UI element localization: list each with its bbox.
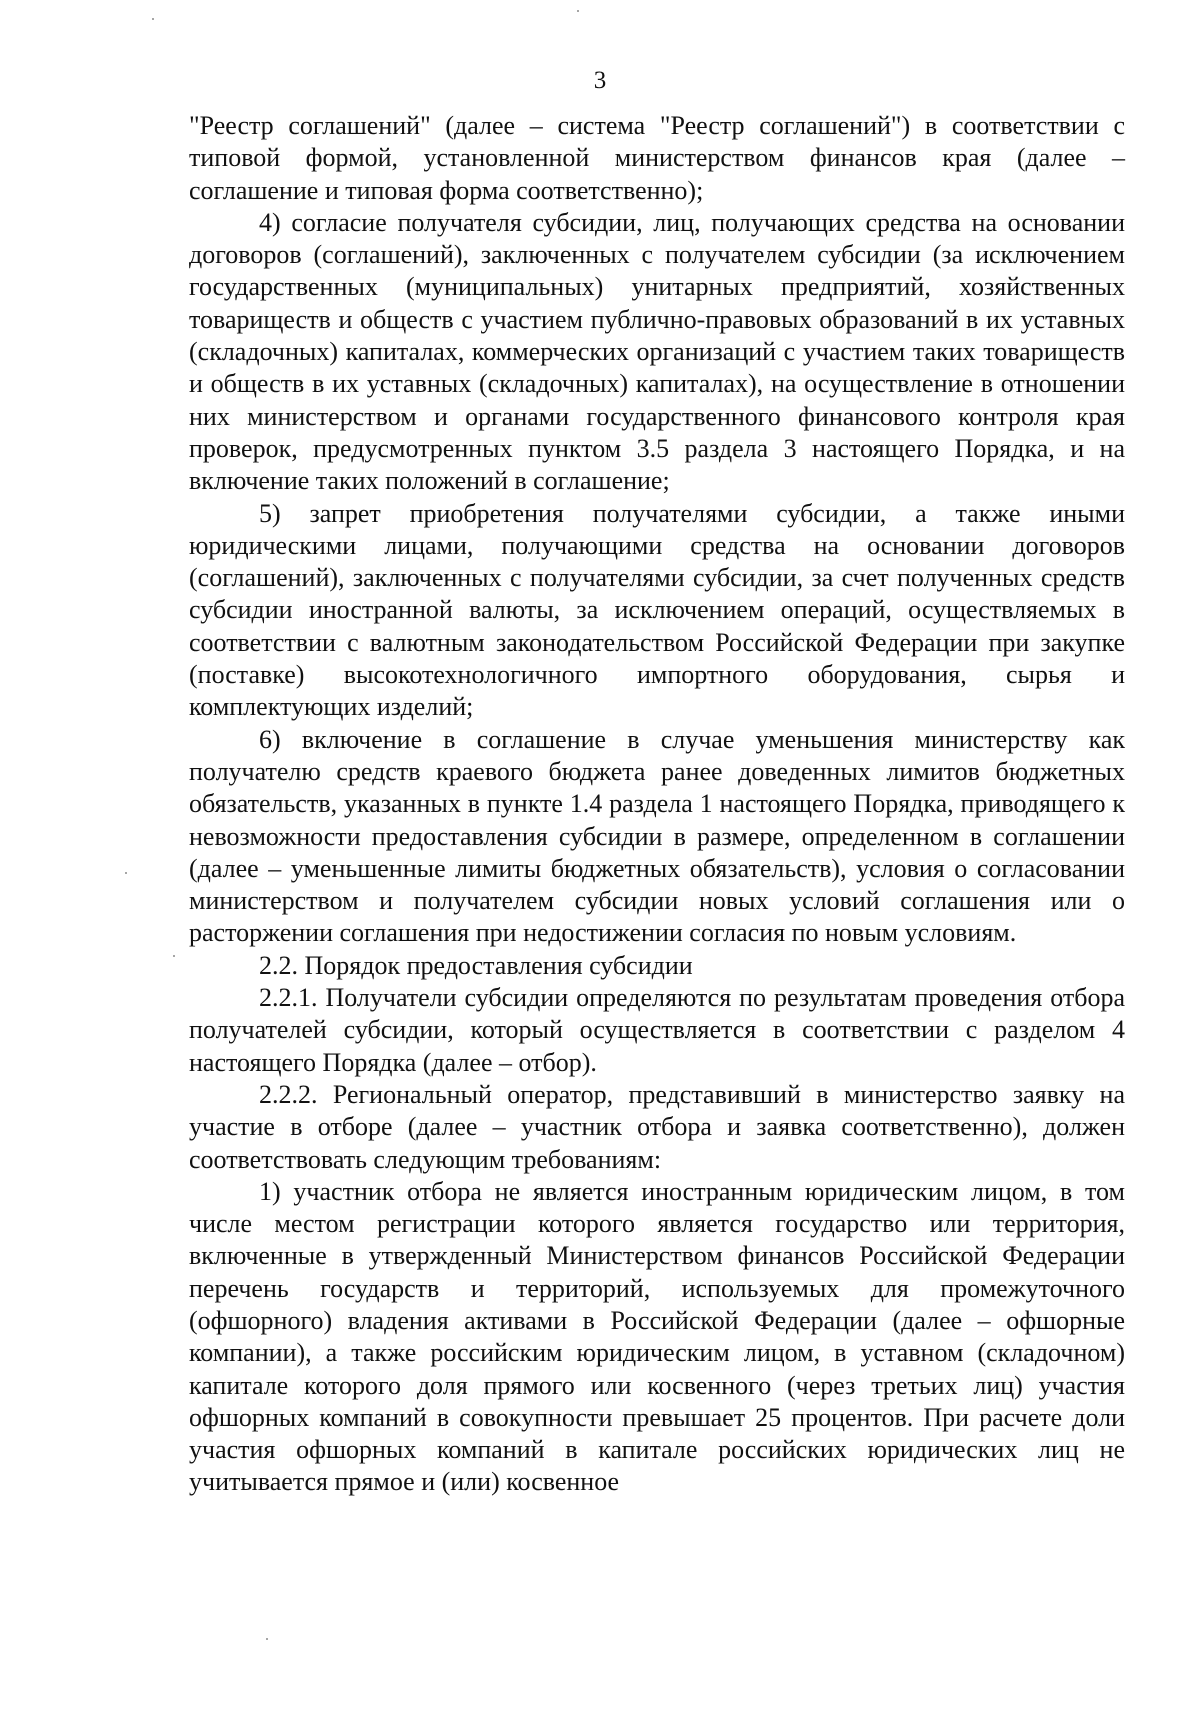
paragraph-continuation: "Реестр соглашений" (далее – система "Реестр соглашений") в соответствии с типовой формой, установленной министерством финансов края (далее – соглашение и типовая форма соответственно); xyxy=(189,111,1125,205)
paragraph-item-6: 6) включение в соглашение в случае уменьшения министерству как получателю средств краевого бюджета ранее доведенных лимитов бюджетных обязательств, указанных в пункте 1.4 раздела 1 настоящего Порядка, приводящего к невозможности предоставления субсидии в размере, определенном в соглашении (далее – уменьшенные лимиты бюджетных обязательств), условия о согласовании министерством и получателем субсидии новых условий соглашения или о расторжении соглашения при недостижении согласия по новым условиям. xyxy=(189,724,1125,948)
page-number: 3 xyxy=(593,67,607,94)
scan-speck xyxy=(152,18,154,20)
scan-speck xyxy=(577,10,579,12)
paragraph-item-5: 5) запрет приобретения получателями субсидии, а также иными юридическими лицами, получающими средства на основании договоров (соглашений), заключенных с получателями субсидии, за счет полученных средств субсидии иностранной валюты, за исключением операций, осуществляемых в соответствии с валютным законодательством Российской Федерации при закупке (поставке) высокотехнологичного импортного оборудования, сырья и комплектующих изделий; xyxy=(189,498,1125,722)
document-body xyxy=(189,110,1125,1499)
paragraph-requirement-1: 1) участник отбора не является иностранным юридическим лицом, в том числе местом регистрации которого является государство или территория, включенные в утвержденный Министерством финансов Российской Федерации перечень государств и территорий, используемых для промежуточного (офшорного) владения активами в Российской Федерации (далее – офшорные компании), а также российским юридическим лицом, в уставном (складочном) капитале которого доля прямого или косвенного (через третьих лиц) участия офшорных компаний в совокупности превышает 25 процентов. При расчете доли участия офшорных компаний в капитале российских юридических лиц не учитывается прямое и (или) косвенное xyxy=(189,1176,1125,1497)
scan-speck xyxy=(266,1638,268,1640)
scan-speck xyxy=(125,872,127,874)
scan-speck xyxy=(173,955,175,957)
paragraph-2-2-2: 2.2.2. Региональный оператор, представивший в министерство заявку на участие в отборе (далее – участник отбора и заявка соответственно), должен соответствовать следующим требованиям: xyxy=(189,1079,1125,1174)
paragraph-item-4: 4) согласие получателя субсидии, лиц, получающих средства на основании договоров (соглашений), заключенных с получателем субсидии (за исключением государственных (муниципальных) унитарных предприятий, хозяйственных товариществ и обществ с участием публично-правовых образований в их уставных (складочных) капиталах, коммерческих организаций с участием таких товариществ и обществ в их уставных (складочных) капиталах), на осуществление в отношении них министерством и органами государственного финансового контроля края проверок, предусмотренных пунктом 3.5 раздела 3 настоящего Порядка, и на включение таких положений в соглашение; xyxy=(189,207,1125,496)
section-heading-2-2: 2.2. Порядок предоставления субсидии xyxy=(259,950,693,980)
paragraph-2-2-1: 2.2.1. Получатели субсидии определяются по результатам проведения отбора получателей субсидии, который осуществляется в соответствии с разделом 4 настоящего Порядка (далее – отбор). xyxy=(189,983,1125,1077)
